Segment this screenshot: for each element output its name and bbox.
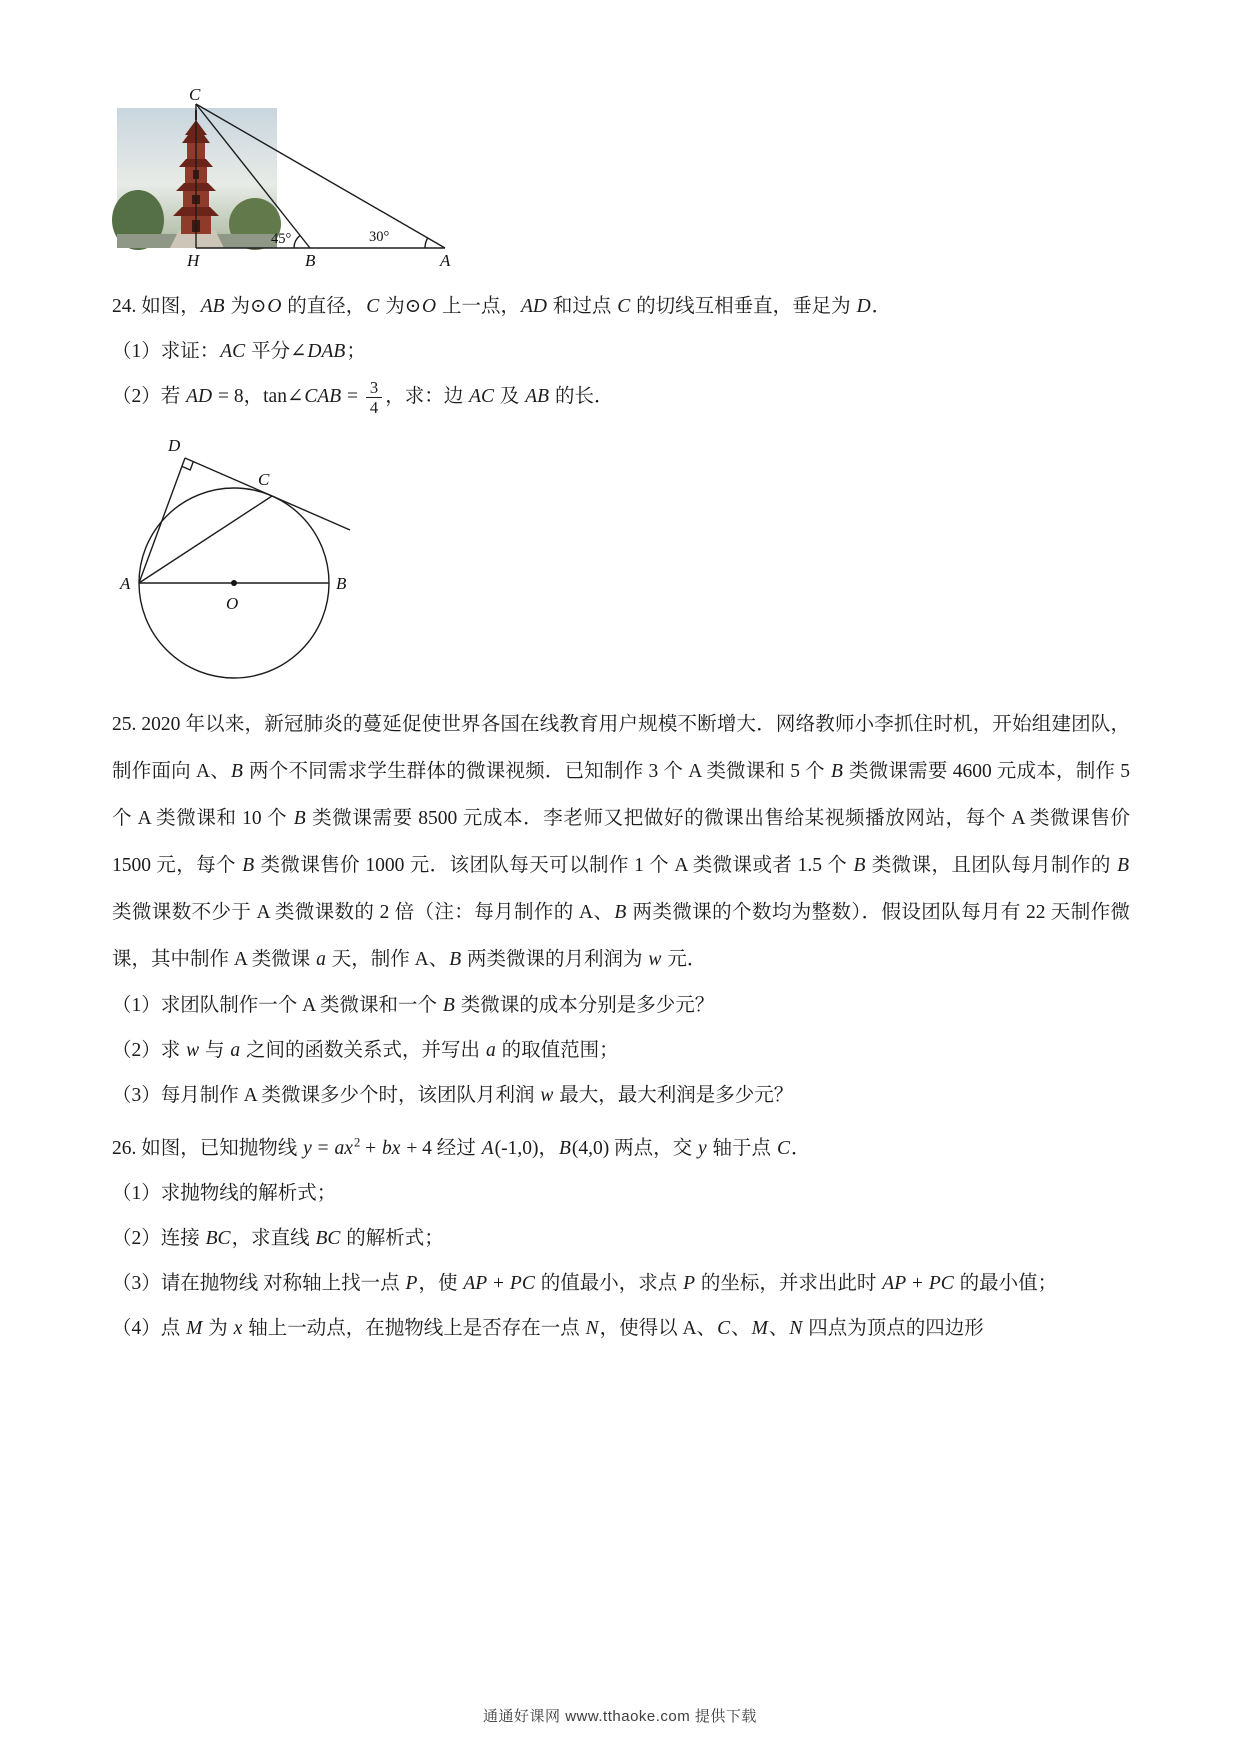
- question-25-part-3: （3）每月制作 A 类微课多少个时，该团队月利润 w 最大，最大利润是多少元？: [112, 1085, 794, 1106]
- circle-tangent-figure: [112, 433, 387, 691]
- chord-ac: [139, 496, 272, 583]
- point-label-b: B: [305, 251, 316, 270]
- question-24-part-1: （1）求证：AC 平分∠DAB；: [112, 341, 366, 362]
- question-26-intro: 26. 如图，已知抛物线 $y = ax^2$ + bx + 4 经过 A(-1,0)，B(4,0) 两点，交 y 轴于点 C．: [112, 1135, 811, 1159]
- point-label-a: A: [120, 574, 131, 593]
- point-label-d: D: [168, 436, 181, 455]
- point-label-a: A: [440, 251, 451, 270]
- question-25-part-1: （1）求团队制作一个 A 类微课和一个 B 类微课的成本分别是多少元？: [112, 995, 715, 1016]
- question-26-part-2: （2）连接 BC，求直线 BC 的解析式；: [112, 1228, 444, 1249]
- question-24-part-2: （2）若 AD = 8，tan∠CAB = $\frac{3}{4}$ ，求：边 AC 及 AB 的长．: [112, 377, 614, 418]
- angle-30-label: 30°: [369, 229, 390, 245]
- question-26-part-4: （4）点 M 为 x 轴上一动点，在抛物线上是否存在一点 N，使得以 A、C、M、N 四点为顶点的四边形: [112, 1318, 984, 1339]
- point-label-h: H: [187, 251, 200, 270]
- question-25-body: 25. 2020 年以来，新冠肺炎的蔓延促使世界各国在线教育用户规模不断增大．网络教师小李抓住时机，开始组建团队，制作面向 A、B 两个不同需求学生群体的微课视频．已知制作 3 个 A 类微课和 5 个 B 类微课需要 4600 元成本，制作 5 个 A 类微课和 10 个 B 类微课需要 8500 元成本．李老师又把做好的微课出售给某视频播放网站，每个 A 类微课售价 1500 元，每个 B 类微课售价 1000 元．该团队每天可以制作 1 个 A 类微课或者 1.5 个 B 类微课，且团队每月制作的 B 类微课数不少于 A 类微课数的 2 倍（注：每月制作的 A、B 两类微课的个数均为整数）．假设团队每月有 22 天制作微课，其中制作 A 类微课 a 天，制作 A、B 两类微课的月利润为 w 元．: [112, 714, 1130, 970]
- footer-watermark: 通通好课网 www.tthaoke.com 提供下载: [483, 1708, 757, 1725]
- elevation-angle-figure: [112, 88, 472, 276]
- point-label-o: O: [226, 594, 239, 613]
- point-label-c: C: [258, 470, 270, 489]
- question-26-part-3: （3）请在抛物线 对称轴上找一点 P，使 AP + PC 的值最小，求点 P 的坐标，并求出此时 AP + PC 的最小值；: [112, 1273, 1058, 1294]
- center-dot: [231, 580, 237, 586]
- angle-45-label: 45°: [271, 231, 292, 247]
- point-label-b: B: [336, 574, 347, 593]
- exam-document-page: [112, 88, 1130, 1351]
- question-26-part-1: （1）求抛物线的解析式；: [112, 1183, 337, 1204]
- point-label-c: C: [189, 88, 201, 104]
- question-24-intro: 24. 如图，AB 为⊙O 的直径，C 为⊙O 上一点，AD 和过点 C 的切线互相垂直，垂足为 D．: [112, 296, 892, 317]
- question-25-part-2: （2）求 w 与 a 之间的函数关系式，并写出 a 的取值范围；: [112, 1040, 619, 1061]
- tangent-line: [185, 458, 350, 530]
- segment-ad: [139, 458, 185, 583]
